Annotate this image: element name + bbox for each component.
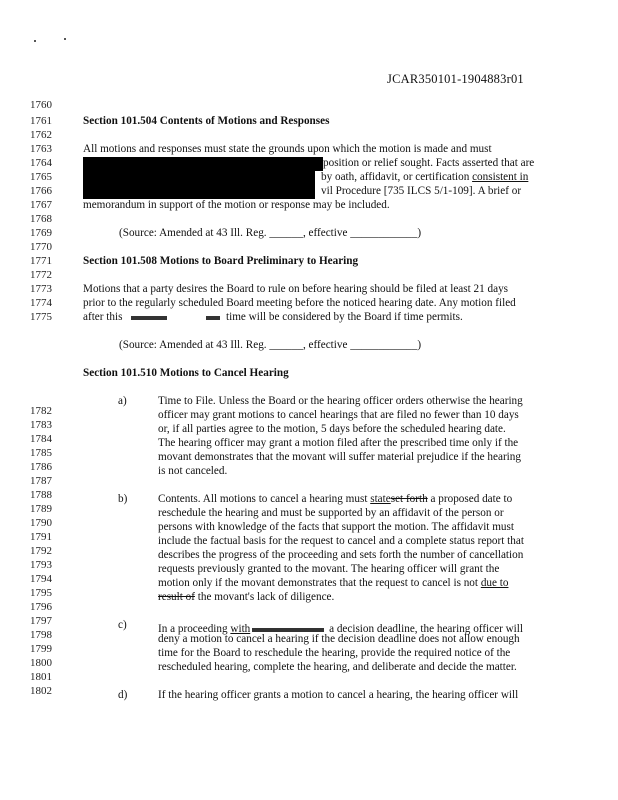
line-number: 1783	[30, 419, 52, 431]
subsection-b-line: persons with knowledge of the facts that support the motion. The affidavit must	[158, 521, 514, 533]
section-504-source: (Source: Amended at 43 Ill. Reg. ______, effective ____________)	[119, 227, 422, 239]
subsection-c-line: In a proceeding with a decision deadline, the hearing officer will	[158, 619, 523, 635]
section-508-line: prior to the regularly scheduled Board meeting before the noticed hearing date. Any motion filed	[83, 297, 516, 309]
line-number: 1763	[30, 143, 52, 155]
section-504-line: memorandum in support of the motion or response may be included.	[83, 199, 390, 211]
line-number: 1797	[30, 615, 52, 627]
subsection-label-c: c)	[118, 619, 127, 631]
subsection-label-a: a)	[118, 395, 127, 407]
subsection-b-line: include the factual basis for the request to cancel and a complete status report that	[158, 535, 524, 547]
subsection-b-line: reschedule the hearing and must be supported by an affidavit of the person or	[158, 507, 504, 519]
line-number: 1785	[30, 447, 52, 459]
line-number: 1793	[30, 559, 52, 571]
line-number: 1790	[30, 517, 52, 529]
line-number: 1789	[30, 503, 52, 515]
subsection-a-line: is not canceled.	[158, 465, 228, 477]
subsection-a-line: movant demonstrates that the movant will suffer material prejudice if the hearing	[158, 451, 521, 463]
section-504-line: by oath, affidavit, or certification consistent in	[321, 171, 529, 183]
line-number: 1773	[30, 283, 52, 295]
section-508-line: Motions that a party desires the Board to rule on before hearing should be filed at least 21 days	[83, 283, 509, 295]
line-number: 1774	[30, 297, 52, 309]
line-number: 1782	[30, 405, 52, 417]
line-number: 1762	[30, 129, 52, 141]
line-number: 1767	[30, 199, 52, 211]
section-508-heading: Section 101.508 Motions to Board Preliminary to Hearing	[83, 255, 359, 267]
line-number: 1784	[30, 433, 52, 445]
line-number: 1770	[30, 241, 52, 253]
line-number: 1760	[30, 99, 52, 111]
line-number: 1771	[30, 255, 52, 267]
section-510-heading: Section 101.510 Motions to Cancel Hearing	[83, 367, 289, 379]
subsection-b-line: result of the movant's lack of diligence.	[158, 591, 335, 603]
line-number: 1786	[30, 461, 52, 473]
subsection-d-line: If the hearing officer grants a motion to cancel a hearing, the hearing officer will	[158, 689, 519, 701]
redaction-mark	[206, 316, 220, 320]
redaction-mark	[252, 619, 324, 632]
subsection-label-b: b)	[118, 493, 128, 505]
line-number: 1769	[30, 227, 52, 239]
section-504-line: vil Procedure [735 ILCS 5/1-109]. A brief or	[321, 185, 522, 197]
subsection-a-line: Time to File. Unless the Board or the hearing officer orders otherwise the hearing	[158, 395, 523, 407]
line-number: 1800	[30, 657, 52, 669]
line-number: 1792	[30, 545, 52, 557]
scan-speck	[34, 40, 36, 42]
section-508-line: time will be considered by the Board if time permits.	[226, 311, 463, 323]
subsection-a-line: or, if all parties agree to the motion, 5 days before the scheduled hearing date.	[158, 423, 506, 435]
section-504-line: All motions and responses must state the grounds upon which the motion is made and must	[83, 143, 492, 155]
scan-speck	[64, 38, 66, 40]
line-number: 1795	[30, 587, 52, 599]
redaction-mark	[131, 316, 167, 320]
section-508-line: after this	[83, 311, 123, 323]
subsection-c-line: rescheduled hearing, complete the hearing, and deliberate and decide the matter.	[158, 661, 517, 673]
subsection-b-line: describes the progress of the proceeding and sets forth the number of cancellation	[158, 549, 524, 561]
redaction-bar	[83, 171, 315, 199]
subsection-c-line: deny a motion to cancel a hearing if the decision deadline does not allow enough	[158, 633, 520, 645]
line-number: 1775	[30, 311, 52, 323]
line-number: 1761	[30, 115, 52, 127]
section-508-source: (Source: Amended at 43 Ill. Reg. ______, effective ____________)	[119, 339, 422, 351]
section-504-line: position or relief sought. Facts asserted that are	[323, 157, 535, 169]
line-number: 1772	[30, 269, 52, 281]
redaction-bar	[83, 157, 323, 171]
subsection-b-line: requests previously granted to the movant. The hearing officer will grant the	[158, 563, 500, 575]
line-number: 1794	[30, 573, 52, 585]
line-number: 1768	[30, 213, 52, 225]
line-number: 1787	[30, 475, 52, 487]
line-number: 1788	[30, 489, 52, 501]
line-number: 1765	[30, 171, 52, 183]
subsection-b-line: motion only if the movant demonstrates that the request to cancel is not due to	[158, 577, 509, 589]
line-number: 1801	[30, 671, 52, 683]
line-number: 1791	[30, 531, 52, 543]
line-number: 1799	[30, 643, 52, 655]
line-number: 1796	[30, 601, 52, 613]
subsection-b-line: Contents. All motions to cancel a hearing must stateset forth a proposed date to	[158, 493, 513, 505]
section-504-heading: Section 101.504 Contents of Motions and Responses	[83, 115, 330, 127]
subsection-a-line: officer may grant motions to cancel hearings that are filed no fewer than 10 days	[158, 409, 519, 421]
subsection-label-d: d)	[118, 689, 128, 701]
document-id: JCAR350101-1904883r01	[387, 72, 524, 86]
line-number: 1766	[30, 185, 52, 197]
line-number: 1798	[30, 629, 52, 641]
subsection-a-line: The hearing officer may grant a motion filed after the prescribed time only if the	[158, 437, 519, 449]
line-number: 1802	[30, 685, 52, 697]
line-number: 1764	[30, 157, 52, 169]
subsection-c-line: time for the Board to reschedule the hearing, provide the required notice of the	[158, 647, 511, 659]
